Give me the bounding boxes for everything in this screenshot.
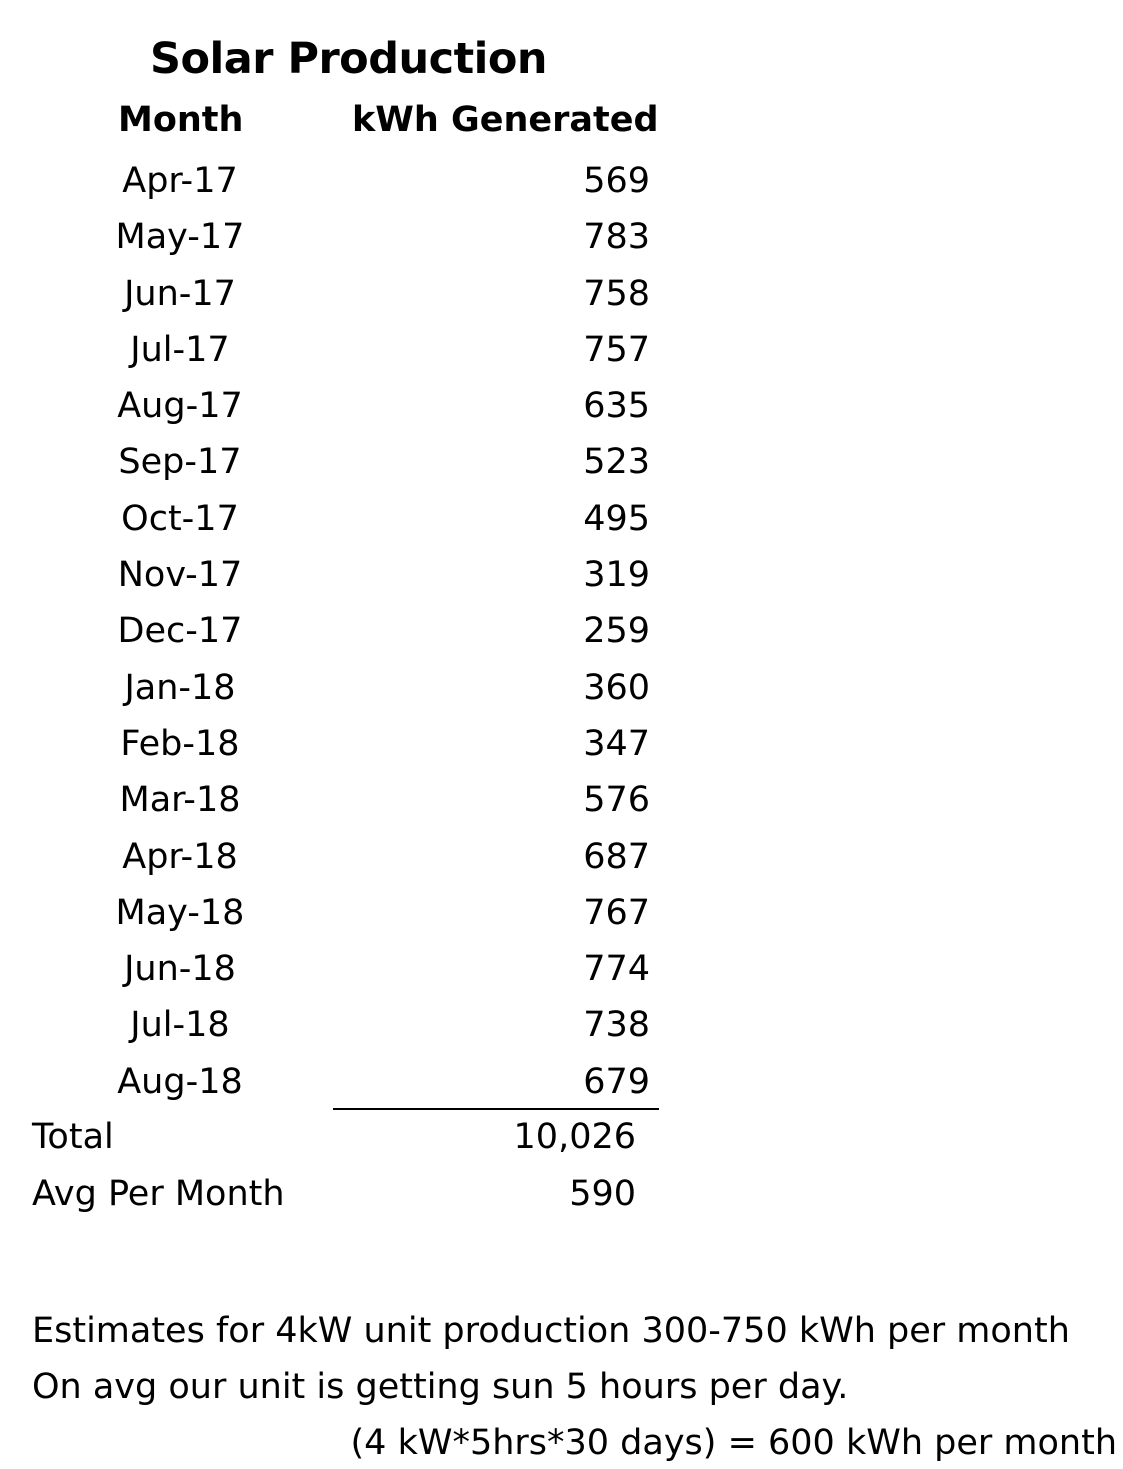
month-cell: Aug-17 — [117, 386, 243, 427]
kwh-cell: 679 — [583, 1061, 650, 1102]
table-row — [0, 944, 700, 1000]
production-table — [0, 156, 700, 1113]
kwh-cell: 319 — [583, 555, 650, 596]
kwh-cell: 576 — [583, 780, 650, 821]
kwh-cell: 347 — [583, 723, 650, 764]
month-cell: Sep-17 — [118, 442, 242, 483]
table-row — [0, 212, 700, 268]
kwh-cell: 687 — [583, 836, 650, 877]
month-column-header: Month — [118, 100, 244, 140]
table-row — [0, 381, 700, 437]
table-row — [0, 550, 700, 606]
table-row — [0, 325, 700, 381]
month-cell: Apr-18 — [122, 836, 238, 877]
kwh-column-header: kWh Generated — [352, 100, 659, 140]
kwh-cell: 767 — [583, 892, 650, 933]
total-label: Total — [32, 1117, 114, 1157]
kwh-cell: 757 — [583, 329, 650, 370]
table-row — [0, 269, 700, 325]
table-row — [0, 775, 700, 831]
month-cell: Mar-18 — [119, 780, 241, 821]
kwh-cell: 569 — [583, 161, 650, 201]
estimate-note: Estimates for 4kW unit production 300-750 kWh per month — [32, 1311, 1070, 1351]
kwh-cell: 783 — [583, 217, 650, 258]
month-cell: Oct-17 — [121, 498, 239, 539]
sun-hours-note: On avg our unit is getting sun 5 hours per day. — [32, 1367, 849, 1407]
table-row — [0, 719, 700, 775]
kwh-cell: 774 — [583, 949, 650, 990]
month-cell: May-17 — [115, 217, 245, 258]
month-cell: Dec-17 — [117, 611, 243, 652]
month-cell: Jul-17 — [130, 329, 230, 370]
kwh-cell: 259 — [583, 611, 650, 652]
table-row — [0, 832, 700, 888]
kwh-cell: 360 — [583, 667, 650, 708]
month-cell: Jul-18 — [130, 1005, 230, 1046]
month-cell: May-18 — [115, 892, 245, 933]
month-cell: Apr-17 — [122, 161, 238, 201]
total-value: 10,026 — [513, 1117, 636, 1157]
table-row — [0, 606, 700, 662]
table-row — [0, 156, 700, 212]
month-cell: Nov-17 — [117, 555, 243, 596]
table-row — [0, 494, 700, 550]
month-cell: Jan-18 — [124, 667, 236, 708]
month-cell: Aug-18 — [117, 1061, 243, 1102]
table-row — [0, 663, 700, 719]
month-cell: Jun-17 — [124, 273, 236, 314]
avg-per-month-label: Avg Per Month — [32, 1174, 285, 1214]
total-divider-line — [333, 1108, 659, 1110]
table-row — [0, 1057, 700, 1113]
avg-per-month-value: 590 — [569, 1174, 636, 1214]
kwh-cell: 738 — [583, 1005, 650, 1046]
kwh-cell: 635 — [583, 386, 650, 427]
page-title: Solar Production — [150, 34, 548, 84]
table-row — [0, 888, 700, 944]
table-row — [0, 1000, 700, 1056]
month-cell: Jun-18 — [124, 949, 236, 990]
calculation-note: (4 kW*5hrs*30 days) = 600 kWh per month — [350, 1423, 1117, 1463]
month-cell: Feb-18 — [120, 723, 240, 764]
kwh-cell: 758 — [583, 273, 650, 314]
kwh-cell: 523 — [583, 442, 650, 483]
kwh-cell: 495 — [583, 498, 650, 539]
table-row — [0, 437, 700, 493]
